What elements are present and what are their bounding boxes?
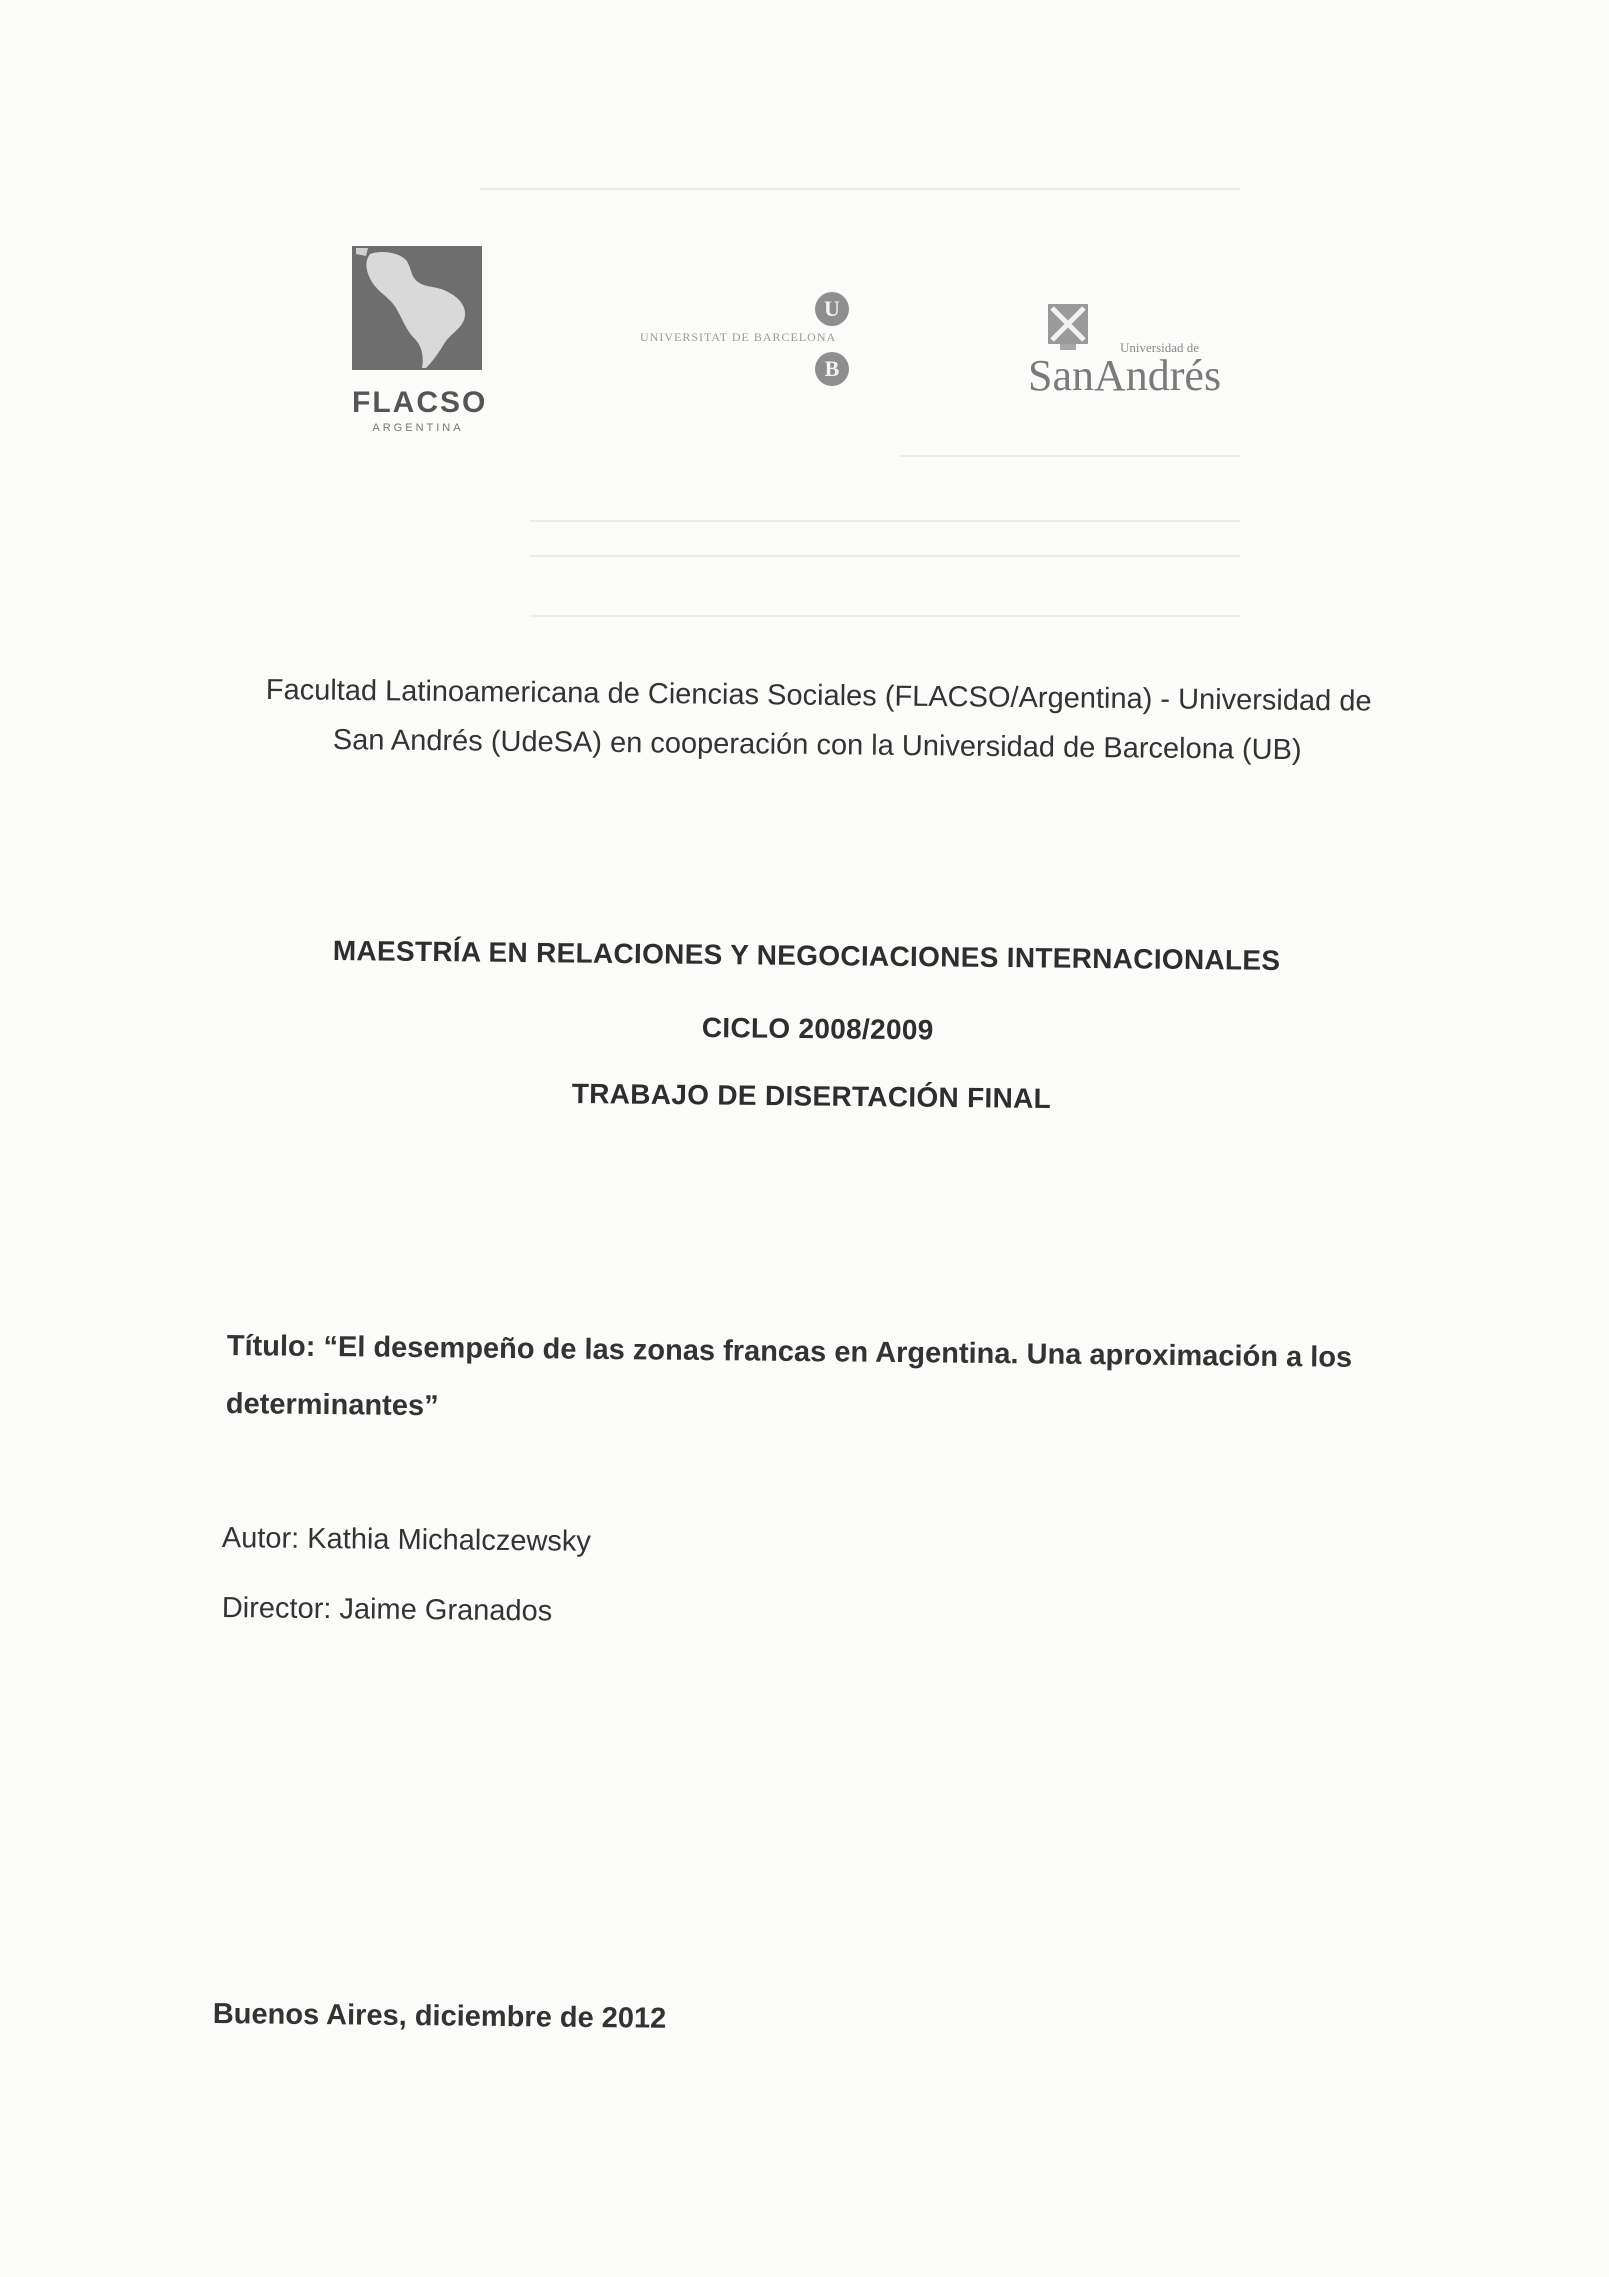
flacso-subtitle: ARGENTINA (372, 422, 464, 434)
sanandres-subtitle: Universidad de (1120, 340, 1200, 355)
flacso-wordmark: FLACSO (352, 386, 488, 419)
place-date: Buenos Aires, diciembre de 2012 (212, 1998, 667, 2035)
director-line: Director: Jaime Granados (221, 1592, 553, 1628)
flacso-logo (352, 246, 488, 434)
scan-artifact (530, 615, 1240, 617)
ub-letter-u-icon: U (815, 292, 849, 326)
scan-artifact (900, 455, 1240, 457)
program-heading: MAESTRÍA EN RELACIONES Y NEGOCIACIONES INTERNACIONALES (332, 935, 1281, 976)
scan-artifact (480, 188, 1240, 190)
scan-artifact (530, 555, 1240, 557)
ub-logo (640, 290, 940, 400)
latin-america-map-icon (352, 246, 482, 370)
thesis-title-line-2: determinantes” (225, 1388, 439, 1423)
sanandres-shield-icon (1038, 300, 1098, 352)
author-line: Autor: Kathia Michalczewsky (221, 1522, 592, 1558)
cycle-heading: CICLO 2008/2009 (701, 1012, 934, 1046)
sanandres-logo (1028, 300, 1258, 410)
thesis-title-line-1: Título: “El desempeño de las zonas francas en Argentina. Una aproximación a los (226, 1330, 1353, 1374)
work-heading: TRABAJO DE DISERTACIÓN FINAL (571, 1078, 1052, 1115)
ub-letter-b-icon: B (815, 352, 849, 386)
sanandres-wordmark: SanAndrés (1028, 351, 1222, 400)
scan-artifact (530, 520, 1240, 522)
faculty-line-2: San Andrés (UdeSA) en cooperación con la Universidad de Barcelona (UB) (332, 724, 1302, 767)
faculty-line-1: Facultad Latinoamericana de Ciencias Sociales (FLACSO/Argentina) - Universidad de (265, 674, 1372, 718)
ub-wordmark: UNIVERSITAT DE BARCELONA (640, 330, 837, 344)
